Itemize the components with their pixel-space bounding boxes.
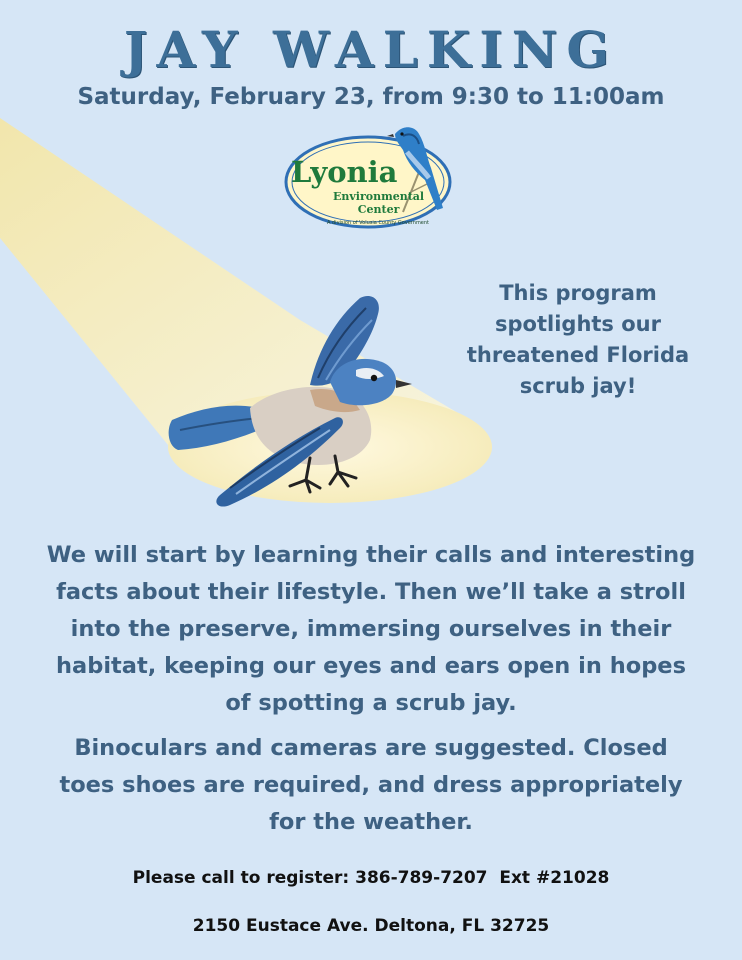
paragraph-line: into the preserve, immersing ourselves in their	[70, 616, 672, 642]
lyonia-logo	[283, 122, 463, 232]
callout-line: scrub jay!	[519, 374, 637, 398]
paragraph-line: facts about their lifestyle. Then we’ll take a stroll	[56, 579, 686, 605]
paragraph-line: of spotting a scrub jay.	[225, 690, 517, 716]
logo-subtitle	[333, 190, 424, 216]
address: 2150 Eustace Ave. Deltona, FL 32725	[192, 916, 550, 936]
registration-info: Please call to register: 386-789-7207 Ext #21028	[132, 868, 610, 888]
description-paragraph	[30, 537, 712, 722]
logo-tagline: A division of Volusia County Government	[327, 220, 430, 226]
event-title: JAY WALKING	[123, 20, 619, 79]
paragraph-line: Binoculars and cameras are suggested. Closed	[74, 735, 668, 761]
logo-sub-line2: Center	[357, 203, 400, 216]
requirements-paragraph	[30, 730, 712, 841]
callout-line: spotlights our	[495, 312, 661, 336]
scrub-jay-bird-illustration	[160, 290, 425, 515]
paragraph-line: toes shoes are required, and dress appropriately	[59, 772, 683, 798]
event-date: Saturday, February 23, from 9:30 to 11:00am	[77, 84, 665, 110]
logo-name: Lyonia	[291, 155, 398, 189]
logo-sub-line1: Environmental	[333, 190, 425, 203]
callout-line: threatened Florida	[466, 343, 690, 367]
callout-line: This program	[499, 281, 657, 305]
callout-text	[458, 278, 698, 402]
paragraph-line: for the weather.	[269, 809, 473, 835]
paragraph-line: habitat, keeping our eyes and ears open in hopes	[56, 653, 686, 679]
paragraph-line: We will start by learning their calls and interesting	[46, 542, 696, 568]
